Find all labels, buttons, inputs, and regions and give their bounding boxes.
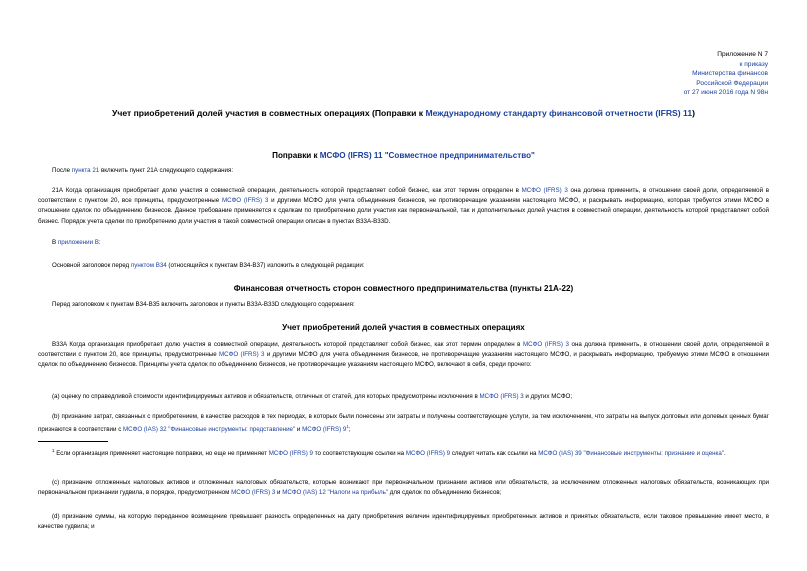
- federation-link[interactable]: Российской Федерации: [696, 79, 768, 87]
- ifrs3-link[interactable]: МСФО (IFRS) 3: [479, 393, 524, 400]
- ias12-link[interactable]: МСФО (IAS) 12 "Налоги на прибыль": [282, 489, 388, 497]
- ifrs11-standard-link[interactable]: Международному стандарту финансовой отчетности (IFRS) 11: [425, 108, 693, 118]
- paragraph-appendix-b: В приложении B:: [52, 239, 101, 246]
- footnote-ref[interactable]: 1: [346, 424, 349, 430]
- ifrs9-link[interactable]: МСФО (IFRS) 9: [302, 426, 347, 434]
- list-item-b: (b) признание затрат, связанных с приобретением, в качестве расходов в тех периодах, в которых были понесены эти затраты и получены соответствующие услуги, за тем исключением, что затраты на выпуск долговых или долевых ценных бумаг признаются в соответствии с МСФО (IAS) 32 "Финансовые инструменты: представление" и МСФО (IFRS) $9^1$;: [38, 413, 769, 434]
- acquisition-heading: Учет приобретений долей участия в совместных операциях: [282, 323, 525, 332]
- paragraph-main-heading: Основной заголовок перед пунктом B34 (относящийся к пунктам B34-B37) изложить в следующей редакции:: [52, 262, 365, 269]
- order-date-link[interactable]: от 27 июня 2016 года N 98н: [683, 89, 768, 97]
- ifrs9-link[interactable]: МСФО (IFRS) 9: [268, 450, 313, 458]
- paragraph-21a: 21А Когда организация приобретает долю участия в совместной операции, деятельность которой представляет собой бизнес, как этот термин определен в МСФО (IFRS) 3 она должна применить, в отношении своей доли, определяемой в соответствии с пунктом 20, все принципы, предусмотренные МСФО (IFRS) 3 и другими МСФО для учета объединения бизнесов, не противоречащие указаниям настоящего МСФО, и раскрывать информацию, которая требуется этими МСФО в отношении сделок по объединению бизнесов. Данное требование применяется к сделкам по приобретению доли участия как первоначальной, так и дополнительных долей участия в совместной операции, деятельность которой представляет собой бизнес. Порядок учета сделки по приобретению доли участия в такой совместной операции описан в пунктах B33A-B33D.: [38, 187, 770, 225]
- footnote-divider: [38, 441, 108, 442]
- paragraph-b34-link[interactable]: пунктом B34: [130, 262, 167, 269]
- amendments-heading: Поправки к МСФО (IFRS) 11 "Совместное предпринимательство": [272, 151, 535, 160]
- appendix-number: Приложение N 7: [717, 51, 768, 58]
- ifrs3-link[interactable]: МСФО (IFRS) 3: [219, 351, 265, 359]
- ifrs3-link[interactable]: МСФО (IFRS) 3: [521, 187, 568, 194]
- document-title: Учет приобретений долей участия в совместных операциях (Поправки к Международному стандарту финансовой отчетности (IFRS) 11): [111, 108, 695, 118]
- paragraph-b33a: B33A Когда организация приобретает долю участия в совместной операции, деятельность которой представляет собой бизнес, как этот термин определен в МСФО (IFRS) 3 она должна применить, в отношении своей доли, определяемой в соответствии с пунктом 20, все принципы, предусмотренные МСФО (IFRS) 3 и другими МСФО для учета объединения бизнесов, не противоречащие указаниям настоящего МСФО, и раскрывать информацию, требуемую этими МСФО в отношении сделок по объединению бизнесов. Принципы учета сделок по объединению бизнесов, не противоречащие указаниям настоящего МСФО, включают в себя, среди прочего:: [38, 341, 770, 369]
- footnote: $^1$ Если организация применяет настоящие поправки, но еще не применяет МСФО (IFRS) 9 то соответствующие ссылки на МСФО (IFRS) 9 следует читать как ссылки на МСФО (IAS) 39 "Финансовые инструменты: признание и оценка".: [52, 448, 726, 458]
- footnote-marker: 1: [52, 448, 55, 453]
- paragraph-insert-b33: Перед заголовком к пунктам B34-B35 включить заголовок и пункты B33A-B33D следующего содержания:: [52, 301, 355, 308]
- paragraph-insert-21a: После пункта 21 включить пункт 21А следующего содержания:: [52, 167, 234, 174]
- list-item-c: (c) признание отложенных налоговых активов и отложенных налоговых обязательств, которые возникают при первоначальном признании активов или обязательств, за исключением отложенных налоговых обязательств, возникающих при первоначальном признании гудвила, в порядке, предусмотренном МСФО (IFRS) 3 и МСФО (IAS) 12 "Налоги на прибыль" для сделок по объединению бизнесов;: [38, 479, 769, 497]
- ifrs9-link[interactable]: МСФО (IFRS) 9: [405, 450, 451, 458]
- ministry-link[interactable]: Министерства финансов: [692, 70, 768, 78]
- appendix-header: [684, 50, 768, 98]
- ifrs3-link[interactable]: МСФО (IFRS) 3: [221, 197, 269, 205]
- appendix-b-link[interactable]: приложении B: [57, 239, 99, 246]
- list-item-a: (a) оценку по справедливой стоимости идентифицируемых активов и обязательств, отличных от статей, для которых предусмотрены исключения в МСФО (IFRS) 3 и других МСФО;: [52, 393, 573, 400]
- ifrs3-link[interactable]: МСФО (IFRS) 3: [523, 341, 569, 348]
- ifrs3-link[interactable]: МСФО (IFRS) 3: [231, 489, 276, 497]
- list-item-d: (d) признание суммы, на которую переданное возмещение превышает разность определенных на дату приобретения величин идентифицируемых приобретенных активов и принятых обязательств, если таковое превышение имеет место, в качестве гудвила; и: [38, 513, 769, 531]
- financial-statements-heading: Финансовая отчетность сторон совместного предпринимательства (пункты 21А-22): [233, 284, 574, 293]
- order-link[interactable]: к приказу: [739, 60, 768, 68]
- paragraph-21-link[interactable]: пункта 21: [71, 167, 100, 174]
- ias39-link[interactable]: МСФО (IAS) 39 "Финансовые инструменты: признание и оценка": [538, 450, 725, 458]
- ifrs11-link[interactable]: МСФО (IFRS) 11 "Совместное предпринимательство": [319, 151, 535, 160]
- ias32-link[interactable]: МСФО (IAS) 32 "Финансовые инструменты: представление": [123, 426, 296, 434]
